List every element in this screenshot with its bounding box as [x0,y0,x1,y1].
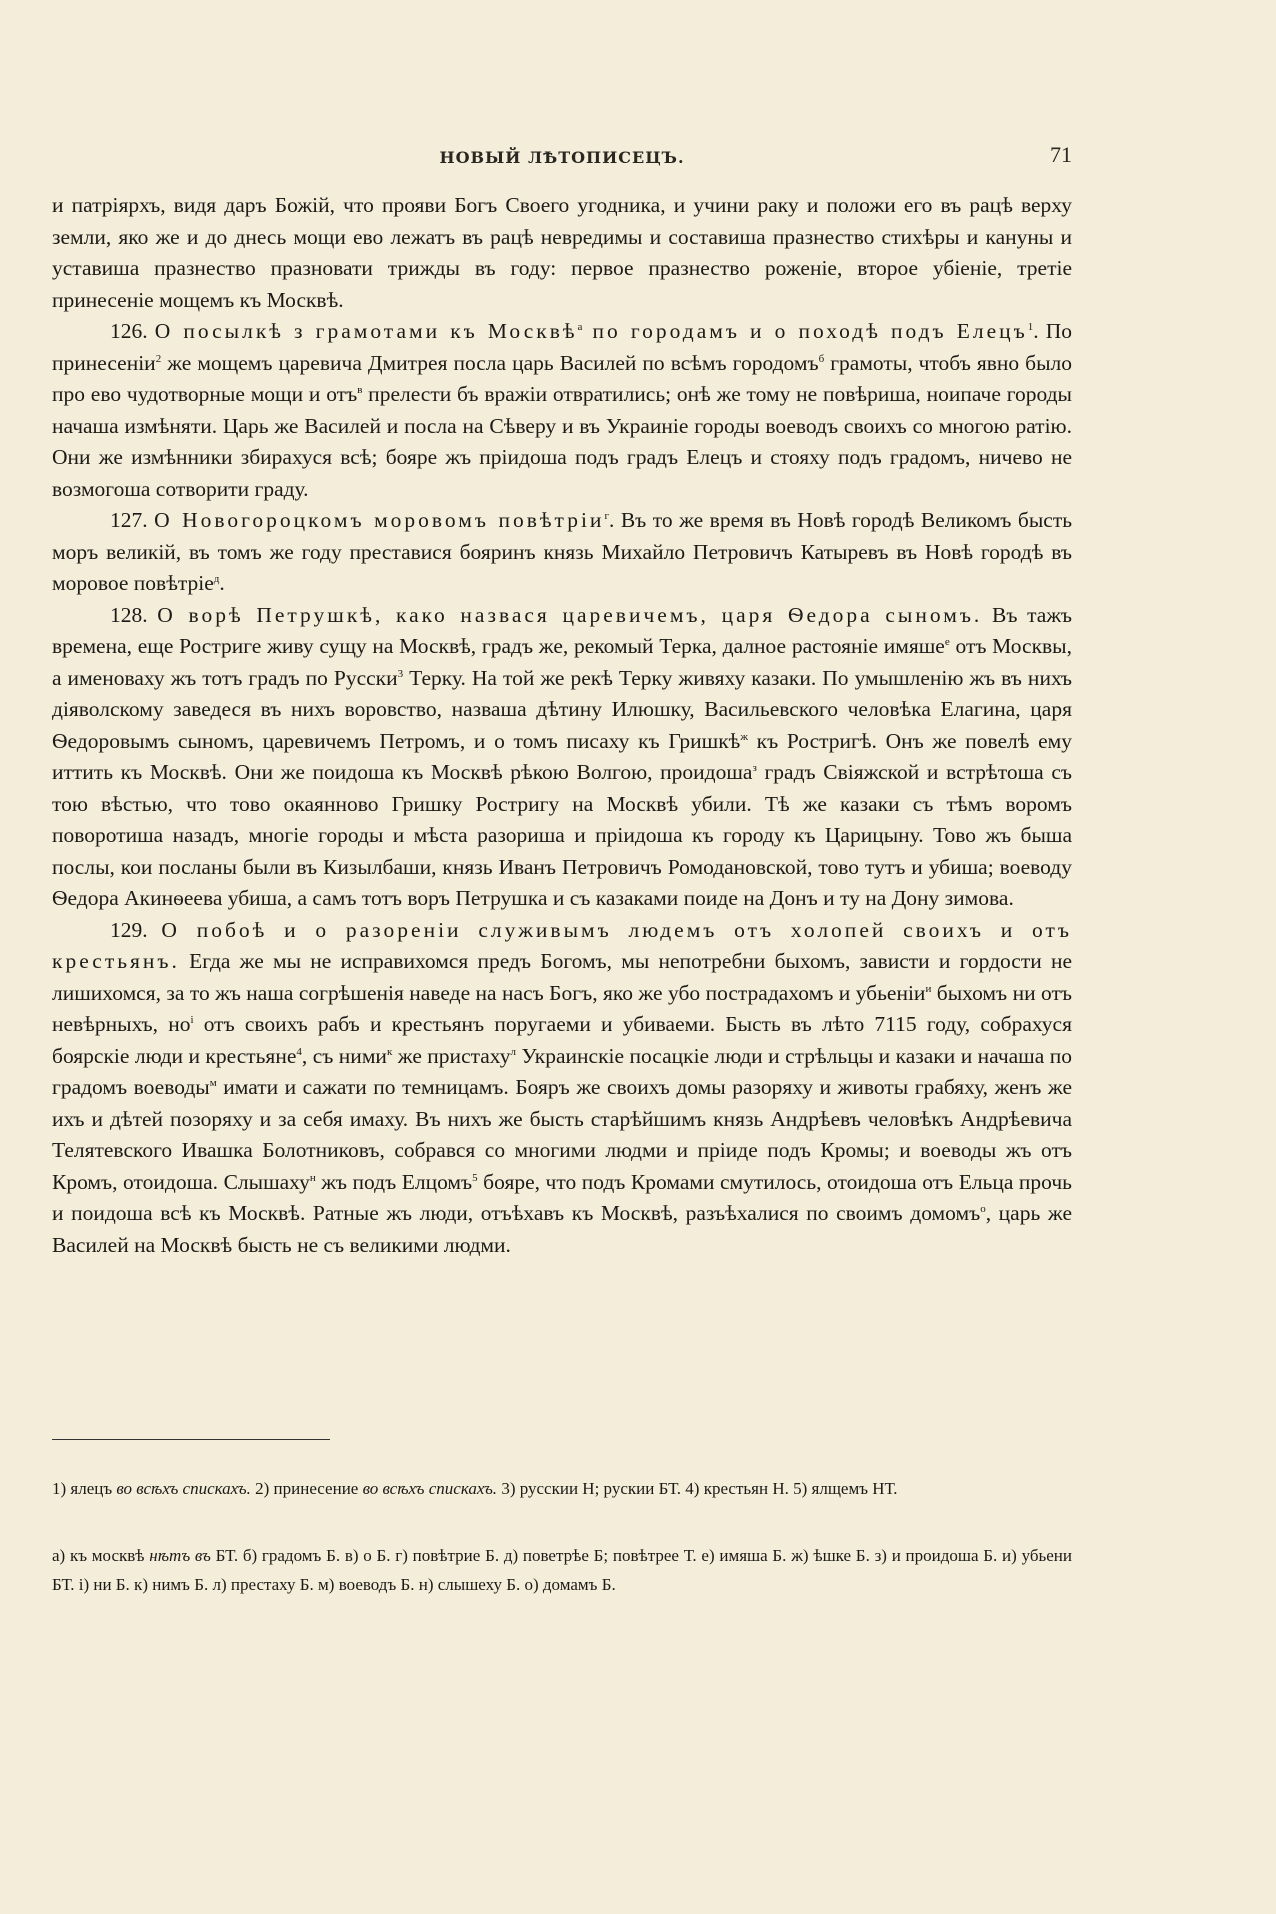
text-run: , съ ними [301,1043,387,1068]
text-run: жъ подъ Елцомъ [315,1169,473,1194]
text-run: бояре, что подъ Кромами смутилось, отоидоша отъ Ельца прочь и поидоша всѣ къ Москвѣ. Ратные жъ люди, отъѣхавъ къ Москвѣ, разъѣхалися по своимъ домомъ [52,1169,1072,1225]
footnote-ref: 4 [296,1045,302,1058]
section-title: О посылкѣ з грамотами къ Москвѣ [154,319,578,343]
footnote-italic: во всѣхъ спискахъ. [362,1479,498,1498]
footnote-text: 2) принесение [250,1479,363,1498]
footnote-divider [52,1439,330,1440]
section-number: 129. [110,917,148,942]
variant-mark: и [925,982,932,995]
text-run: быхомъ ни отъ невѣрныхъ, но [52,980,1072,1036]
text-run: отъ Москвы, а именоваху жъ тотъ градъ по Русски [52,634,1073,690]
variant-mark: м [209,1076,217,1089]
text-run: . По принесеніи [52,319,1073,375]
footnote-italic: во всѣхъ спискахъ. [116,1479,251,1498]
section-title: О ворѣ Петрушкѣ, како назвася царевичемъ, царя Ѳедора сыномъ. [157,602,983,627]
section-title: О Новогороцкомъ моровомъ повѣтріи [154,508,605,532]
footnote-text: а) къ москвѣ [52,1546,150,1565]
page-header [52,142,1072,172]
footnote-ref: 3 [397,667,404,680]
footnote-ref: 5 [472,1171,478,1184]
paragraph-128 [52,600,1072,915]
main-text [52,190,1072,1261]
text-run: Терку. На той же рекѣ Терку живяху казаки. По умышленію жъ въ нихъ діяволскому заведеся въ нихъ воровство, назваша дѣтину Илюшку, Васильевского человѣка Елагина, царя Ѳедоровымъ сыномъ, царевичемъ Петромъ, и о томъ писаху къ Гришкѣ [52,665,1072,753]
variant-mark: в [357,383,363,396]
section-number: 128. [110,602,148,627]
variant-mark: е [944,635,950,648]
variant-mark: н [309,1171,316,1184]
text-run: грамоты, чтобъ явно было про ево чудотворные мощи и отъ [52,350,1072,406]
text-run: отъ своихъ рабъ и крестьянъ поругаеми и убиваеми. Бысть въ лѣто 7115 году, собрахуся боярскіе люди и крестьяне [52,1012,1072,1068]
footnote-text: 1) ялецъ [52,1479,117,1498]
variant-mark: л [510,1045,516,1058]
paragraph-continuation [52,190,1072,316]
footnote-ref: 1 [1027,320,1034,333]
text-run: прелести бъ вражіи отвратились; онѣ же тому не повѣриша, ноипаче городы начаша измѣняти. Царь же Василей и посла на Сѣверу и въ Украиніе городы воеводъ своихъ со многою ратію. Они же измѣнники збирахуся всѣ; бояре жъ пріидоша подъ градъ Елецъ и стояху подъ градомъ, ничево не возмогоша сотворити граду. [52,382,1072,501]
variant-mark: к [386,1045,393,1058]
section-number: 127. [110,508,148,532]
text-run: градъ Свіяжской и встрѣтоша съ тою вѣстью, что тово окаянново Гришку Ростригу на Москвѣ убили. Тѣ же казаки съ тѣмъ воромъ поворотиша назадъ, многіе городы и мѣста разориша и пріидоша къ городу къ Царицыну. Тово жъ быша послы, кои посланы были въ Кизылбаши, князь Иванъ Петровичъ Ромодановской, тово тутъ и убиша; воеводу Ѳедора Акинѳеева убиша, а самъ тотъ воръ Петрушка и съ казаками поиде на Донъ и ту на Дону зимова. [52,760,1072,910]
footnote-text: 3) русскии Н; рускии БТ. 4) крестьян Н. 5) ялщемъ НТ. [497,1479,898,1498]
text-run: , царь же Василей на Москвѣ бысть не съ великими людми. [52,1201,1072,1257]
text-run: же мощемъ царевича Дмитрея посла царь Василей по всѣмъ городомъ [161,350,819,375]
variant-mark: ж [740,730,748,743]
page-number: 71 [1050,142,1072,167]
variant-mark: з [752,761,757,774]
paragraph-text: и патріярхъ, видя даръ Божій, что прояви Богъ Своего угодника, и учини раку и положи его въ рацѣ верху земли, яко же и до днесь мощи ево лежатъ въ рацѣ невредимы и составиша празнество стихѣры и кануны и уставиша празнество празновати трижды въ году: первое празнество роженіе, второе убіеніе, третіе принесеніе мощемъ къ Москвѣ. [52,193,1072,312]
text-run: Украинскіе посацкіе люди и стрѣльцы и казаки и начаша по градомъ воеводы [52,1043,1072,1099]
text-run: Егда же мы не исправихомся предъ Богомъ, мы непотребни быхомъ, зависти и гордости не лишихомся, за то жъ наша согрѣшенія наведе на насъ Богъ, яко же убо пострадахомъ и убьеніи [52,949,1072,1005]
variant-mark: о [980,1202,986,1215]
text-run: Въ тажъ времена, еще Ростриге живу сущу на Москвѣ, градъ же, рекомый Терка, далное растояніе имяше [52,602,1072,658]
footnote-ref: 2 [155,352,162,365]
variant-mark: г [604,509,609,522]
paragraph-129 [52,915,1072,1262]
running-title: НОВЫЙ ЛѢТОПИСЕЦЪ. [439,148,685,167]
section-number: 126. [110,319,148,343]
section-title-cont: по городамъ и о походѣ подъ Елецъ [582,319,1028,343]
footnote-italic: нѣтъ въ [149,1546,211,1565]
section-title: О побоѣ и о разореніи служивымъ людемъ отъ холопей своихъ и отъ крестьянъ. [52,917,1073,973]
text-run: имати и сажати по темницамъ. Бояръ же своихъ домы разоряху и животы грабяху, женъ же ихъ и дѣтей позоряху и за себя имаху. Въ нихъ же бысть старѣйшимъ князь Андрѣевъ человѣкъ Андрѣевича Телятевского Ивашка Болотниковъ, собрався со многими людми и пріиде подъ Кромы; и воеводы жъ отъ Кромъ, отоидоша. Слышаху [52,1075,1072,1194]
paragraph-126 [52,316,1072,505]
variant-mark: а [577,320,583,333]
text-run: . [219,571,225,595]
variant-mark: б [818,352,825,365]
paragraph-127 [52,505,1072,600]
text-run: же пристаху [392,1043,511,1068]
lettered-footnotes [52,1541,1072,1599]
text-run: . Въ то же время въ Новѣ городѣ Великомъ бысть моръ великій, въ томъ же году преставися бояринъ князь Михайло Петровичъ Катыревъ въ Новѣ городѣ въ моровое повѣтріе [52,508,1073,595]
text-run: къ Ростригѣ. Онъ же повелѣ ему иттить къ Москвѣ. Они же поидоша къ Москвѣ рѣкою Волгою, проидоша [52,728,1073,784]
footnote-text: БТ. б) градомъ Б. в) о Б. г) повѣтрие Б. д) поветрѣе Б; повѣтрее Т. е) имяша Б. ж) ѣшке Б. з) и проидоша Б. и) убьени БТ. і) ни Б. к) нимъ Б. л) престаху Б. м) воеводъ Б. н) слышеху Б. о) домамъ Б. [52,1546,1072,1594]
variant-mark: д [213,572,220,585]
variant-mark: і [190,1013,194,1026]
numbered-footnotes [52,1474,1072,1503]
